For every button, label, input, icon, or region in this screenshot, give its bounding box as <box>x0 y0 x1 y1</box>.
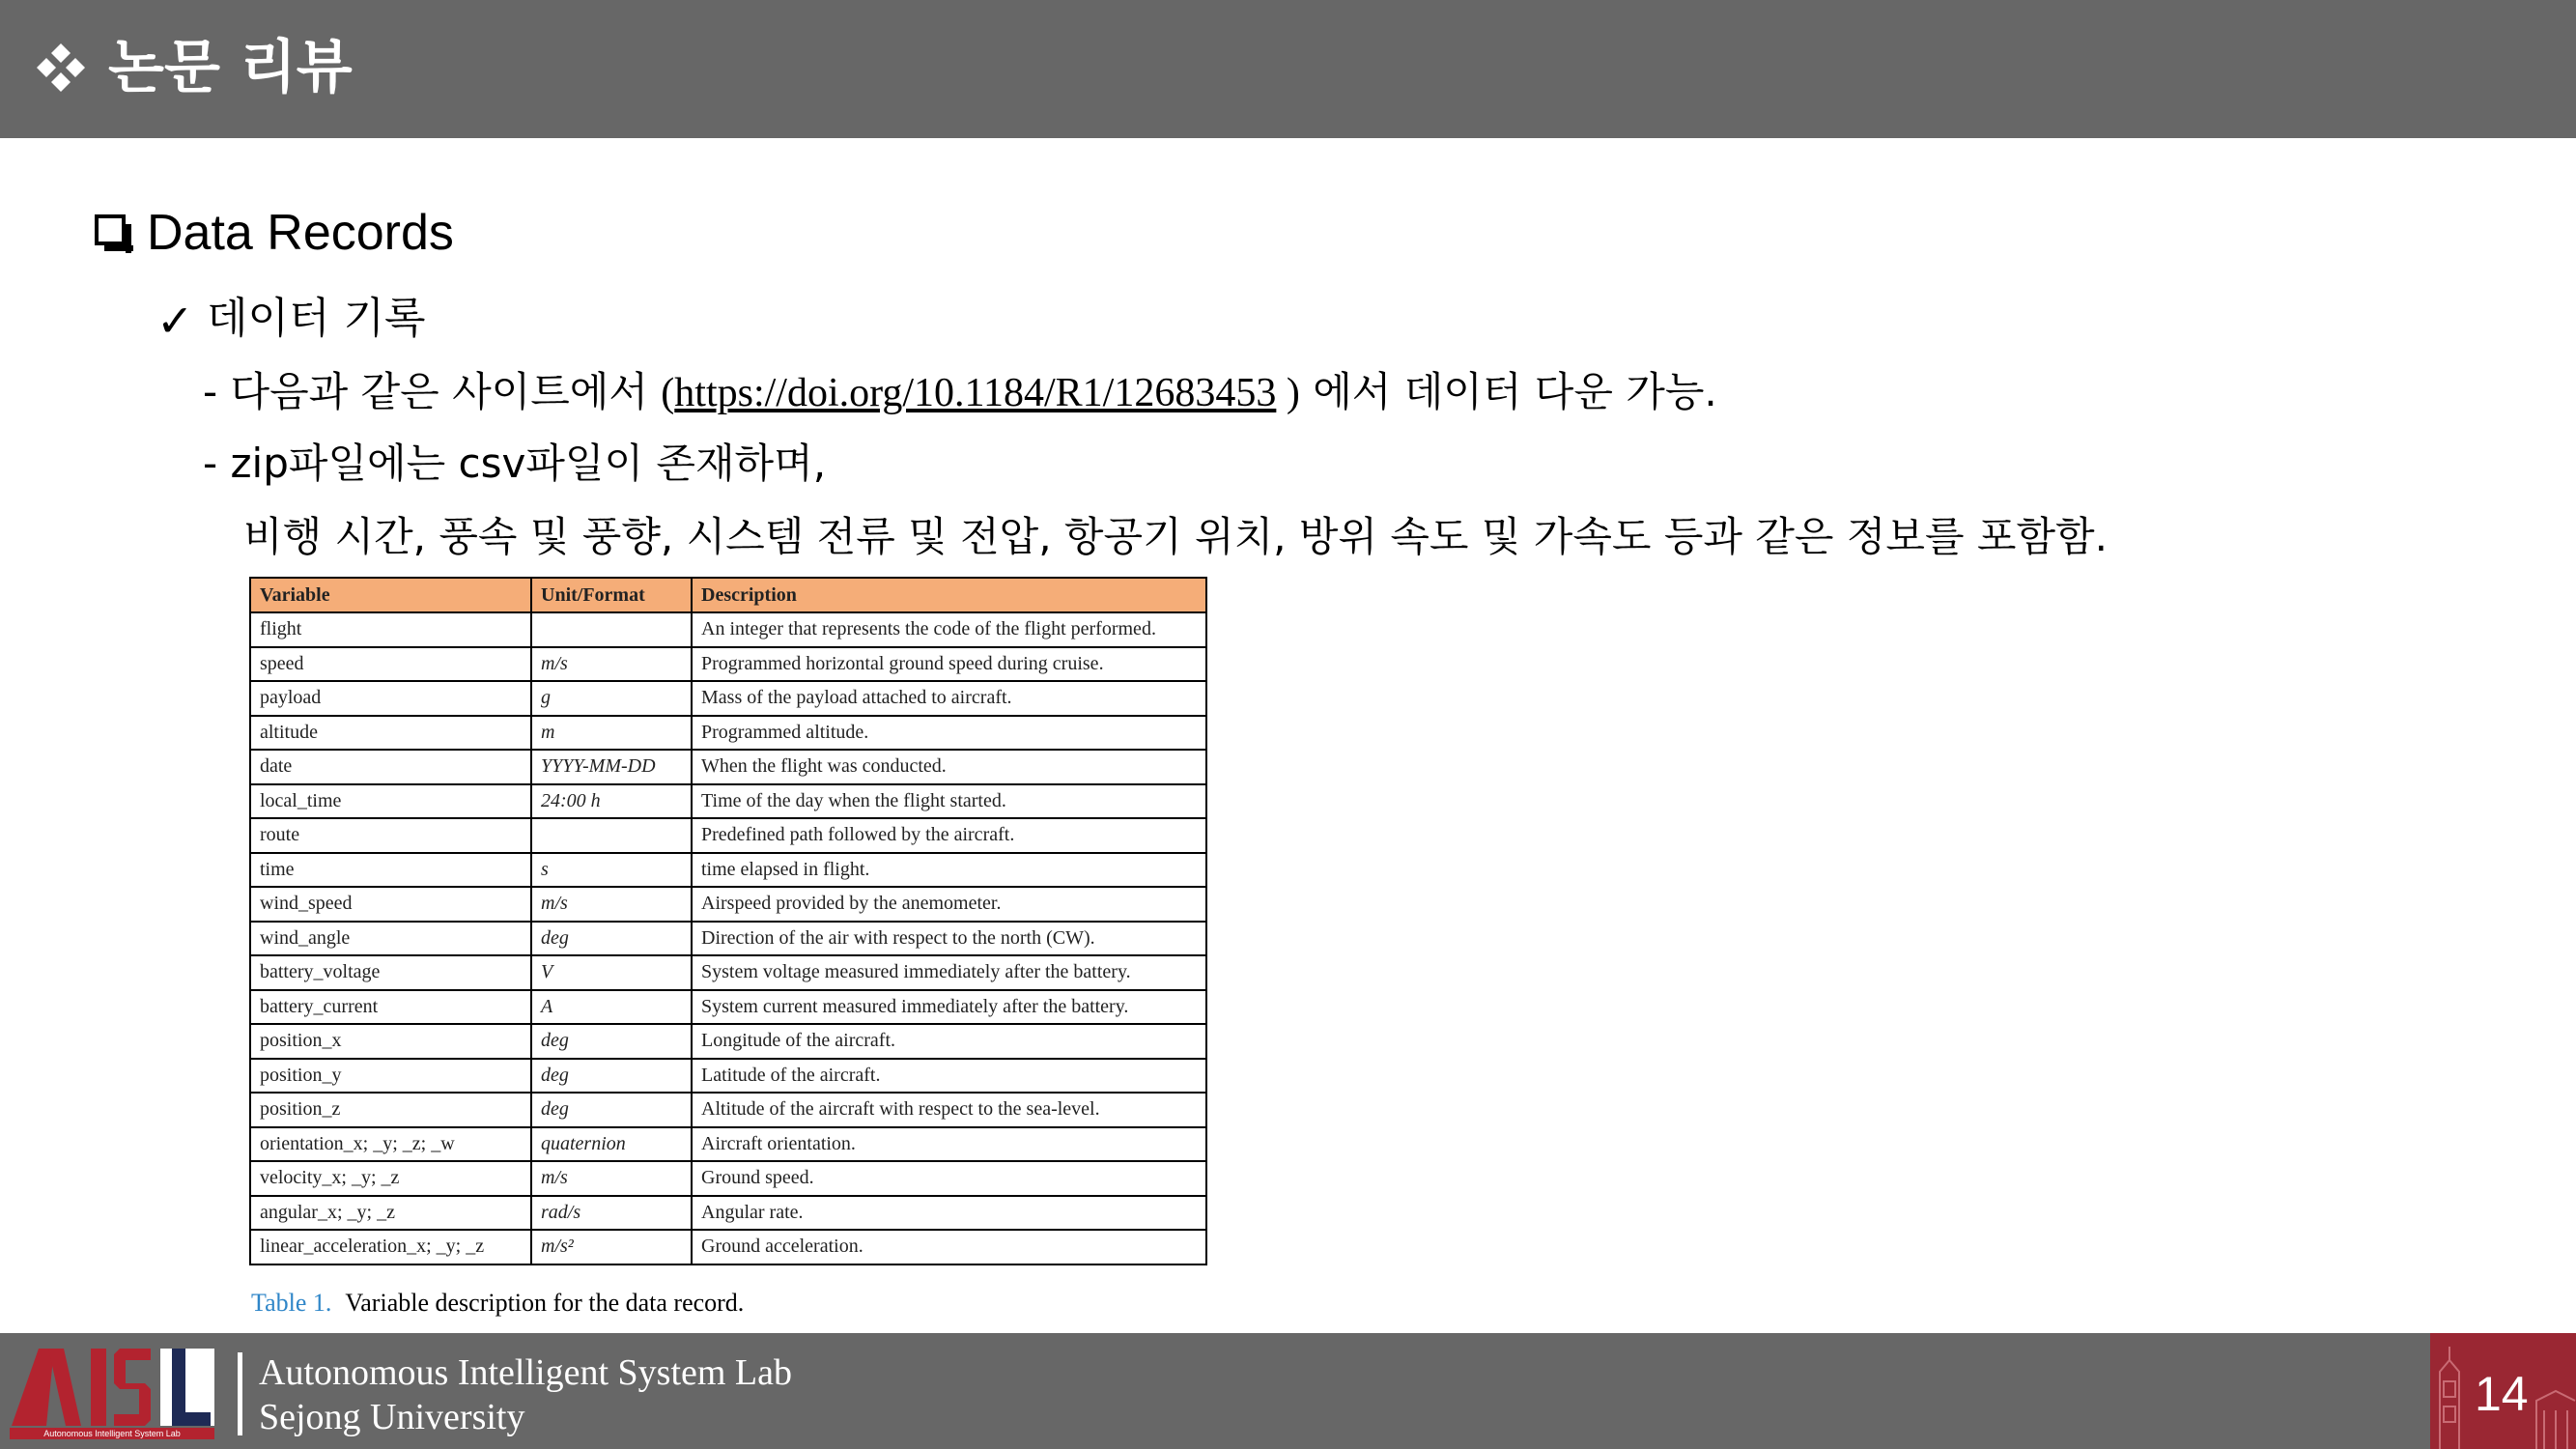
cell-variable: altitude <box>250 716 531 751</box>
table-row <box>250 818 1206 853</box>
download-line-suffix: 에서 데이터 다운 가능. <box>1299 368 1717 415</box>
cell-variable: orientation_x; _y; _z; _w <box>250 1127 531 1162</box>
table-row <box>250 887 1206 922</box>
cell-variable: linear_acceleration_x; _y; _z <box>250 1230 531 1264</box>
cell-variable: flight <box>250 612 531 647</box>
variable-table <box>249 577 1207 1265</box>
table-row <box>250 750 1206 784</box>
cell-unit: 24:00 h <box>531 784 692 819</box>
cell-description: time elapsed in flight. <box>692 853 1206 888</box>
table-row <box>250 922 1206 956</box>
table-row <box>250 1230 1206 1264</box>
cell-description: Direction of the air with respect to the north (CW). <box>692 922 1206 956</box>
section-title: Data Records <box>147 205 454 261</box>
table-row <box>250 716 1206 751</box>
cell-unit: A <box>531 990 692 1025</box>
cell-variable: battery_voltage <box>250 955 531 990</box>
cell-description: Time of the day when the flight started. <box>692 784 1206 819</box>
page-number: 14 <box>2475 1367 2529 1421</box>
slide-header <box>0 0 2576 138</box>
logo-subtext: Autonomous Intelligent System Lab <box>43 1429 181 1438</box>
caption-text: Variable description for the data record. <box>345 1289 745 1317</box>
cell-description: System current measured immediately after the battery. <box>692 990 1206 1025</box>
table-row <box>250 1196 1206 1231</box>
cell-description: Mass of the payload attached to aircraft. <box>692 681 1206 716</box>
cell-variable: wind_speed <box>250 887 531 922</box>
aisl-logo <box>6 1333 218 1441</box>
contents-line: 비행 시간, 풍속 및 풍향, 시스템 전류 및 전압, 항공기 위치, 방위 속도 및 가속도 등과 같은 정보를 포함함. <box>243 513 2108 560</box>
table-caption <box>251 1283 744 1323</box>
variable-table-figure <box>249 577 1207 1265</box>
cell-unit: g <box>531 681 692 716</box>
table-row <box>250 612 1206 647</box>
cell-variable: time <box>250 853 531 888</box>
cell-unit <box>531 818 692 853</box>
cell-description: Altitude of the aircraft with respect to the sea-level. <box>692 1093 1206 1127</box>
cell-variable: date <box>250 750 531 784</box>
cell-unit: quaternion <box>531 1127 692 1162</box>
table-row <box>250 1059 1206 1094</box>
cell-description: An integer that represents the code of the flight performed. <box>692 612 1206 647</box>
cell-unit: m/s <box>531 887 692 922</box>
cell-variable: angular_x; _y; _z <box>250 1196 531 1231</box>
cell-unit: deg <box>531 922 692 956</box>
table-row <box>250 990 1206 1025</box>
page-number-box <box>2430 1333 2576 1449</box>
cell-variable: route <box>250 818 531 853</box>
cell-unit: YYYY-MM-DD <box>531 750 692 784</box>
cell-variable: position_y <box>250 1059 531 1094</box>
table-row <box>250 681 1206 716</box>
cell-variable: speed <box>250 647 531 682</box>
cell-description: Ground speed. <box>692 1161 1206 1196</box>
table-row <box>250 853 1206 888</box>
paren-close: ) <box>1276 371 1300 415</box>
cell-description: Longitude of the aircraft. <box>692 1024 1206 1059</box>
footer-university: Sejong University <box>259 1397 525 1437</box>
paren-open: ( <box>661 371 675 415</box>
footer-lab-name: Autonomous Intelligent System Lab <box>259 1352 793 1393</box>
cell-description: Programmed horizontal ground speed during cruise. <box>692 647 1206 682</box>
cell-description: Latitude of the aircraft. <box>692 1059 1206 1094</box>
table-row <box>250 955 1206 990</box>
square-bullet-icon <box>95 214 126 245</box>
cell-unit: V <box>531 955 692 990</box>
cell-unit: rad/s <box>531 1196 692 1231</box>
cell-variable: position_z <box>250 1093 531 1127</box>
cell-unit: deg <box>531 1059 692 1094</box>
cell-unit: s <box>531 853 692 888</box>
caption-label: Table 1. <box>251 1289 332 1317</box>
cell-unit: m/s² <box>531 1230 692 1264</box>
cell-description: Aircraft orientation. <box>692 1127 1206 1162</box>
cell-description: When the flight was conducted. <box>692 750 1206 784</box>
cell-variable: velocity_x; _y; _z <box>250 1161 531 1196</box>
table-row <box>250 1093 1206 1127</box>
cell-unit: m <box>531 716 692 751</box>
cell-description: System voltage measured immediately after the battery. <box>692 955 1206 990</box>
cell-unit: m/s <box>531 1161 692 1196</box>
cell-unit: deg <box>531 1093 692 1127</box>
cell-unit <box>531 612 692 647</box>
download-line-prefix: - 다음과 같은 사이트에서 <box>203 368 662 415</box>
cell-variable: position_x <box>250 1024 531 1059</box>
table-header-row <box>250 578 1206 612</box>
doi-link[interactable]: https://doi.org/10.1184/R1/12683453 <box>674 371 1277 415</box>
table-row <box>250 647 1206 682</box>
cell-variable: wind_angle <box>250 922 531 956</box>
table-body <box>250 612 1206 1264</box>
cell-variable: battery_current <box>250 990 531 1025</box>
download-line <box>203 363 1717 422</box>
slide-footer <box>0 1333 2576 1449</box>
column-header-variable: Variable <box>250 578 531 612</box>
column-header-unit: Unit/Format <box>531 578 692 612</box>
footer-divider <box>238 1352 242 1435</box>
cell-unit: deg <box>531 1024 692 1059</box>
cell-description: Angular rate. <box>692 1196 1206 1231</box>
cell-variable: local_time <box>250 784 531 819</box>
zip-line: - zip파일에는 csv파일이 존재하며, <box>203 440 827 487</box>
slide-title: 논문 리뷰 <box>108 34 353 101</box>
table-row <box>250 1127 1206 1162</box>
cell-description: Airspeed provided by the anemometer. <box>692 887 1206 922</box>
cell-variable: payload <box>250 681 531 716</box>
cell-unit: m/s <box>531 647 692 682</box>
subsection-title: 데이터 기록 <box>207 294 426 343</box>
cell-description: Programmed altitude. <box>692 716 1206 751</box>
checkmark-icon: ✓ <box>156 295 194 347</box>
cell-description: Predefined path followed by the aircraft. <box>692 818 1206 853</box>
table-row <box>250 1161 1206 1196</box>
table-row <box>250 784 1206 819</box>
table-row <box>250 1024 1206 1059</box>
cell-description: Ground acceleration. <box>692 1230 1206 1264</box>
diamond-bullet-icon <box>35 42 87 94</box>
column-header-description: Description <box>692 578 1206 612</box>
